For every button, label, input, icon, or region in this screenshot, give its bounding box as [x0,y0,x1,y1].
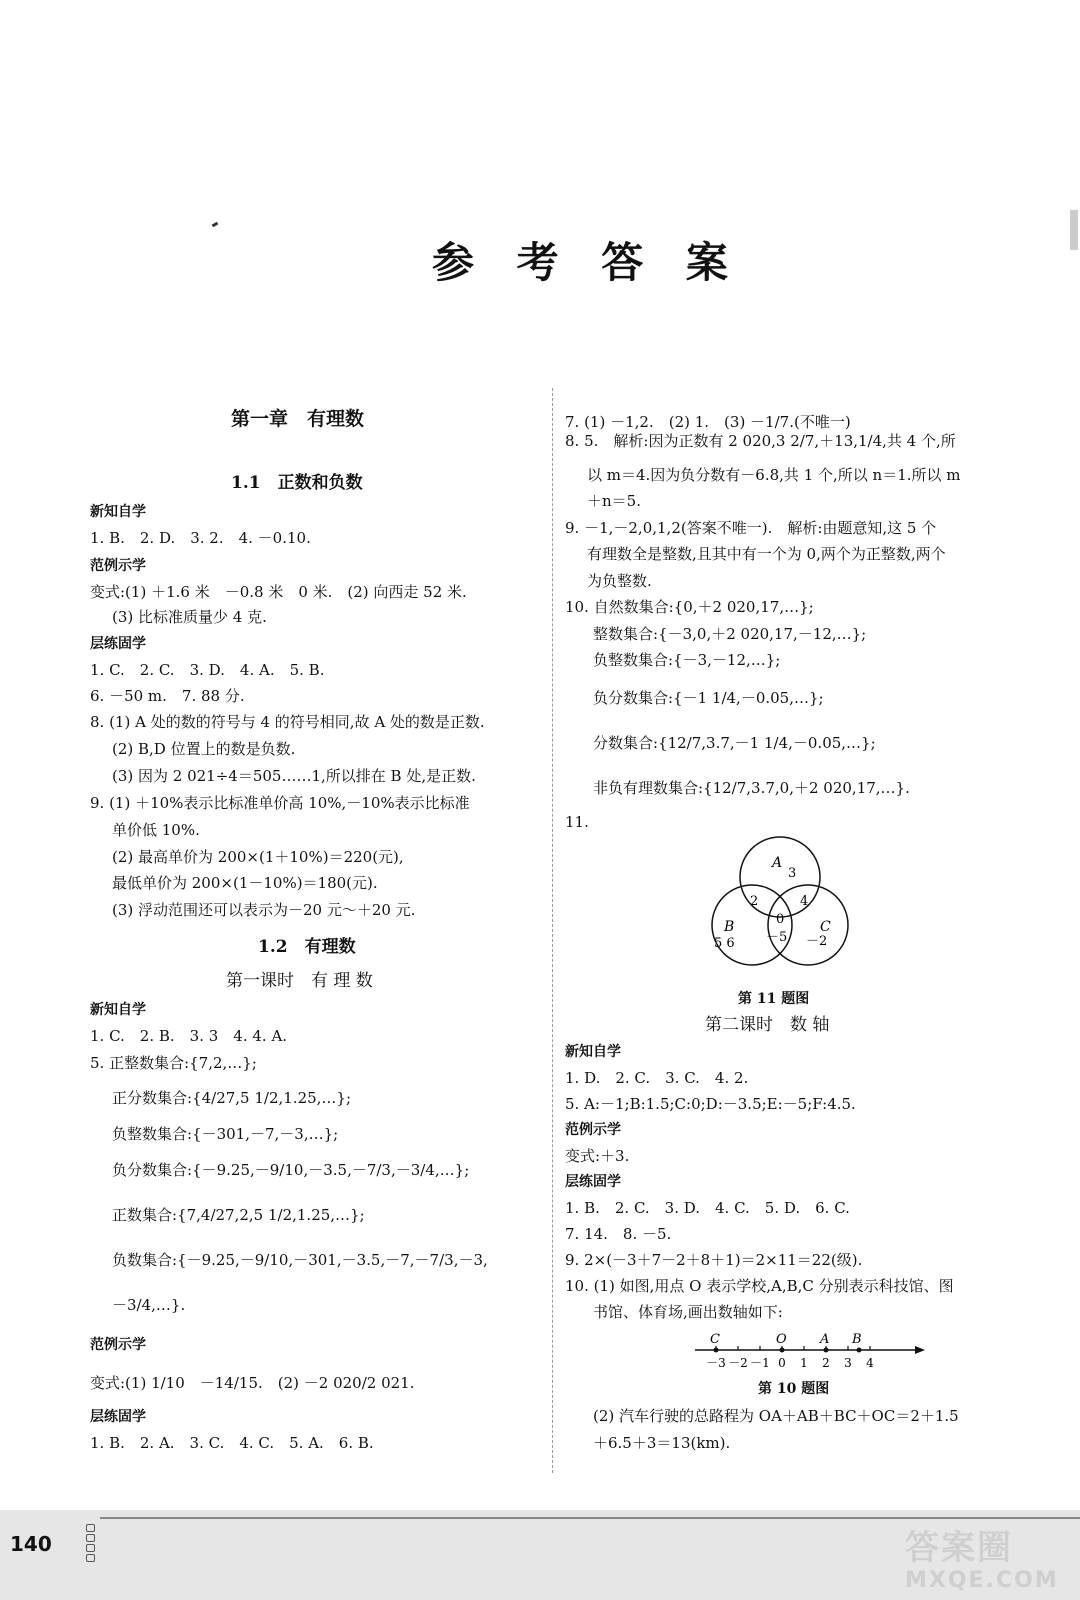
venn-value: 0 [776,912,785,927]
chapter-heading: 第一章 有理数 [231,408,365,430]
footer-rule [100,1517,1080,1519]
axis-point-label: O [776,1332,787,1347]
axis-tick-label: 0 [778,1356,786,1370]
answer-line: 书馆、体育场,画出数轴如下: [593,1303,783,1321]
answer-line: 单价低 10%. [112,821,200,839]
answer-line: 9. 2×(－3＋7－2＋8＋1)＝2×11＝22(级). [565,1251,863,1269]
answer-line: 1. B. 2. D. 3. 2. 4. －0.10. [90,529,311,547]
axis-point [714,1348,719,1353]
venn-value: 4 [800,894,809,909]
axis-tick-label: －2 [728,1356,748,1370]
section-label: 新知自学 [565,1044,621,1060]
venn-value: －5 [766,930,788,945]
answer-line: 8. (1) A 处的数的符号与 4 的符号相同,故 A 处的数是正数. [90,713,485,731]
axis-tick-label: 2 [822,1356,830,1370]
answer-line: 变式:＋3. [565,1147,630,1165]
axis-point [780,1348,785,1353]
section-heading-1-1: 1.1 正数和负数 [231,473,363,493]
venn-label-c: C [820,919,831,935]
venn-value: 3 [788,866,797,881]
answer-line: 10. 自然数集合:{0,＋2 020,17,…}; [565,598,814,616]
answer-line: 7. (1) －1,2. (2) 1. (3) －1/7.(不唯一) [565,413,851,431]
section-label: 新知自学 [90,1002,146,1018]
venn-value: －2 [806,934,828,949]
venn-value: 2 [750,894,759,909]
answer-line: 最低单价为 200×(1－10%)＝180(元). [112,874,378,892]
answer-line: (3) 因为 2 021÷4＝505……1,所以排在 B 处,是正数. [112,767,476,785]
answer-line: 5. 正整数集合:{7,2,…}; [90,1054,257,1072]
axis-tick-label: 1 [800,1356,808,1370]
answer-line: 负整数集合:{－301,－7,－3,…}; [112,1125,339,1143]
answer-line: 1. B. 2. A. 3. C. 4. C. 5. A. 6. B. [90,1434,374,1452]
answer-line: 8. 5. 解析:因为正数有 2 020,3 2/7,＋13,1/4,共 4 个,所 [565,432,956,450]
axis-tick-label: －3 [706,1356,726,1370]
answer-line: 1. D. 2. C. 3. C. 4. 2. [565,1069,749,1087]
venn-diagram [700,835,860,985]
answer-line: 有理数全是整数,且其中有一个为 0,两个为正整数,两个 [587,545,946,563]
axis-arrow [915,1346,925,1354]
lesson-heading: 第一课时 有 理 数 [226,971,373,991]
answer-line: 9. (1) ＋10%表示比标准单价高 10%,－10%表示比标准 [90,794,470,812]
section-label: 范例示学 [90,1337,146,1353]
answer-line: －3/4,…}. [112,1296,186,1314]
section-label: 层练固学 [90,1409,146,1425]
answer-line: 1. C. 2. B. 3. 3 4. 4. A. [90,1027,288,1045]
section-label: 范例示学 [90,558,146,574]
watermark-logo [905,1520,1075,1598]
answer-line: 分数集合:{12/7,3.7,－1 1/4,－0.05,…}; [593,734,876,752]
lesson-heading: 第二课时 数 轴 [705,1015,830,1035]
answer-line: 负整数集合:{－3,－12,…}; [593,651,781,669]
section-label: 范例示学 [565,1122,621,1138]
answer-line: 非负有理数集合:{12/7,3.7,0,＋2 020,17,…}. [593,779,910,797]
number-line [690,1325,930,1375]
figure-caption: 第 10 题图 [758,1381,830,1397]
axis-point [824,1348,829,1353]
section-heading-1-2: 1.2 有理数 [258,937,356,957]
answer-line: 1. C. 2. C. 3. D. 4. A. 5. B. [90,661,325,679]
answer-line: 6. －50 m. 7. 88 分. [90,687,245,705]
answer-line: 为负整数. [587,572,652,590]
answer-line: (2) 汽车行驶的总路程为 OA＋AB＋BC＋OC＝2＋1.5 [593,1407,959,1425]
answer-line: 正分数集合:{4/27,5 1/2,1.25,…}; [112,1089,352,1107]
figure-caption: 第 11 题图 [738,991,810,1007]
answer-line: 负分数集合:{－9.25,－9/10,－3.5,－7/3,－3/4,…}; [112,1161,470,1179]
section-label: 新知自学 [90,504,146,520]
answer-line: 正数集合:{7,4/27,2,5 1/2,1.25,…}; [112,1206,365,1224]
answer-line: 7. 14. 8. －5. [565,1225,672,1243]
page-marks [86,1524,96,1564]
answer-line: 1. B. 2. C. 3. D. 4. C. 5. D. 6. C. [565,1199,850,1217]
answer-line: (3) 浮动范围还可以表示为－20 元～＋20 元. [112,901,416,919]
axis-tick-label: 3 [844,1356,852,1370]
answer-line: (2) B,D 位置上的数是负数. [112,740,296,758]
answer-line: (3) 比标准质量少 4 克. [112,608,267,626]
venn-value: 5 6 [714,936,735,951]
answer-line: 变式:(1) ＋1.6 米 －0.8 米 0 米. (2) 向西走 52 米. [90,583,467,601]
answer-line: 负分数集合:{－1 1/4,－0.05,…}; [593,689,824,707]
page-title: 参 考 答 案 [432,238,742,287]
answer-line: 5. A:－1;B:1.5;C:0;D:－3.5;E:－5;F:4.5. [565,1095,856,1113]
section-label: 层练固学 [565,1174,621,1190]
page-number: 140 [10,1532,52,1556]
venn-label-b: B [724,919,735,935]
axis-tick-label: －1 [750,1356,770,1370]
venn-label-a: A [772,855,783,871]
axis-tick-label: 4 [866,1356,874,1370]
watermark-text: 答案圈 [905,1528,1013,1568]
axis-point-label: C [710,1332,720,1347]
answer-line: 10. (1) 如图,用点 O 表示学校,A,B,C 分别表示科技馆、图 [565,1277,954,1295]
axis-point [857,1348,862,1353]
answer-line: 9. －1,－2,0,1,2(答案不唯一). 解析:由题意知,这 5 个 [565,519,937,537]
answer-line: 11. [565,813,589,831]
answer-line: ＋6.5＋3＝13(km). [593,1434,731,1452]
answer-line: 负数集合:{－9.25,－9/10,－301,－3.5,－7,－7/3,－3, [112,1251,488,1269]
edge-mark [1070,210,1078,250]
section-label: 层练固学 [90,636,146,652]
answer-line: (2) 最高单价为 200×(1＋10%)＝220(元), [112,848,404,866]
axis-point-label: A [820,1332,830,1347]
answer-line: 整数集合:{－3,0,＋2 020,17,－12,…}; [593,625,867,643]
answer-line: 以 m＝4.因为负分数有－6.8,共 1 个,所以 n＝1.所以 m [587,466,961,484]
watermark-url: MXQE.COM [905,1568,1059,1593]
column-divider [552,388,553,1473]
axis-point-label: B [852,1332,862,1347]
answer-line: ＋n＝5. [587,492,641,510]
stray-mark [212,222,219,228]
answer-line: 变式:(1) 1/10 －14/15. (2) －2 020/2 021. [90,1374,415,1392]
